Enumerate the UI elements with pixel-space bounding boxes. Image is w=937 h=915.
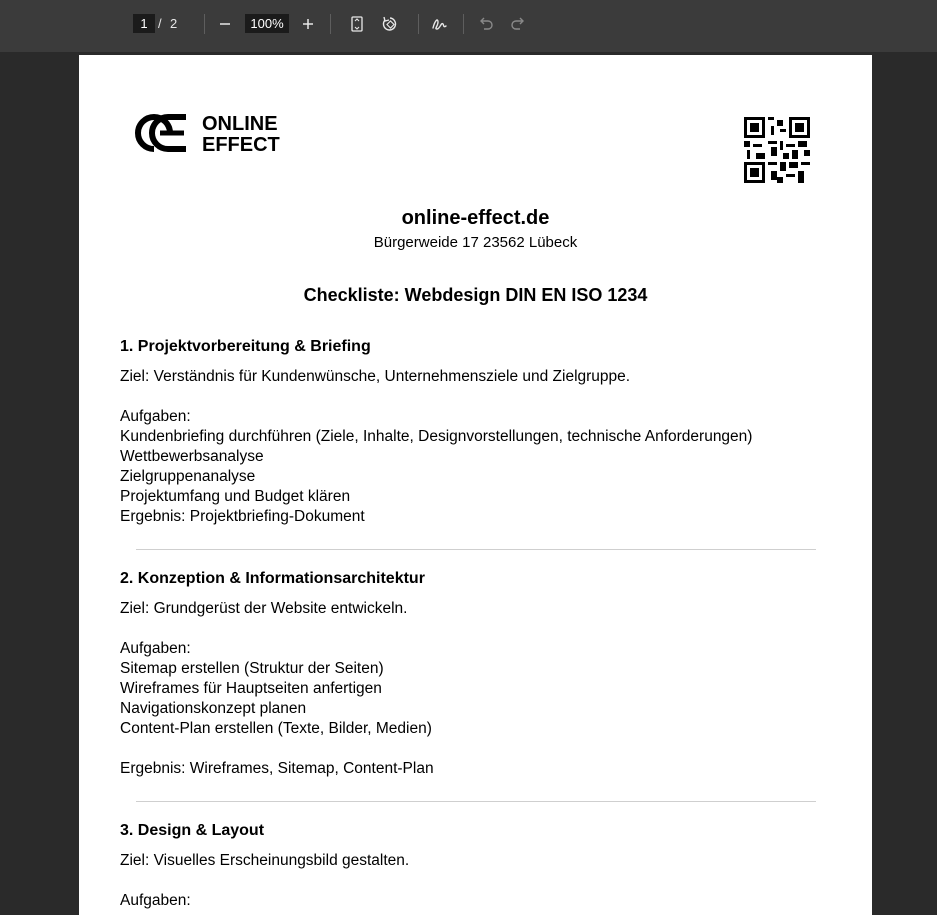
- redo-icon: [510, 17, 526, 31]
- task-item: Projektumfang und Budget klären: [120, 488, 351, 505]
- rotate-icon: [381, 15, 399, 33]
- task-item: Sitemap erstellen (Struktur der Seiten): [120, 660, 384, 677]
- minus-icon: [218, 17, 232, 31]
- pen-draw-icon: [431, 16, 449, 32]
- draw-button[interactable]: [429, 13, 451, 35]
- pdf-toolbar: [0, 0, 937, 52]
- section-goal: Ziel: Grundgerüst der Website entwickeln.: [120, 600, 408, 617]
- section-heading: 1. Projektvorbereitung & Briefing: [120, 338, 371, 355]
- toolbar-divider: [204, 14, 205, 34]
- page-number-input[interactable]: 1: [133, 14, 155, 33]
- fit-page-button[interactable]: [346, 13, 368, 35]
- document-body: [120, 55, 820, 915]
- task-item: Navigationskonzept planen: [120, 700, 307, 717]
- tasks-label: Aufgaben:: [120, 892, 191, 909]
- undo-icon: [478, 17, 494, 31]
- document-title: Checkliste: Webdesign DIN EN ISO 1234: [303, 285, 648, 305]
- site-name: online-effect.de: [401, 207, 550, 229]
- page-separator: /: [158, 16, 162, 31]
- tasks-label: Aufgaben:: [120, 640, 191, 657]
- plus-icon: [301, 17, 315, 31]
- toolbar-divider: [463, 14, 464, 34]
- task-item: Wettbewerbsanalyse: [120, 448, 264, 465]
- section-goal: Ziel: Visuelles Erscheinungsbild gestalten.: [120, 852, 410, 869]
- section-heading: 2. Konzeption & Informationsarchitektur: [120, 570, 425, 587]
- rotate-button[interactable]: [379, 13, 401, 35]
- redo-button[interactable]: [507, 13, 529, 35]
- zoom-in-button[interactable]: [297, 13, 319, 35]
- section-divider: [136, 801, 816, 802]
- zoom-out-button[interactable]: [214, 13, 236, 35]
- zoom-level-input[interactable]: 100%: [245, 14, 289, 33]
- pdf-page: [79, 55, 872, 915]
- section-result: Ergebnis: Wireframes, Sitemap, Content-Plan: [120, 760, 434, 777]
- task-item: Content-Plan erstellen (Texte, Bilder, Medien): [120, 720, 432, 737]
- section-goal: Ziel: Verständnis für Kundenwünsche, Unternehmensziele und Zielgruppe.: [120, 368, 631, 385]
- company-address: Bürgerweide 17 23562 Lübeck: [373, 234, 578, 251]
- svg-text:ONLINE: ONLINE: [202, 113, 278, 135]
- section-divider: [136, 549, 816, 550]
- task-item: Wireframes für Hauptseiten anfertigen: [120, 680, 382, 697]
- toolbar-divider: [418, 14, 419, 34]
- undo-button[interactable]: [475, 13, 497, 35]
- task-item: Kundenbriefing durchführen (Ziele, Inhalte, Designvorstellungen, technische Anforderungen): [120, 428, 753, 445]
- section-result: Ergebnis: Projektbriefing-Dokument: [120, 508, 365, 525]
- fit-page-icon: [350, 16, 364, 32]
- task-item: Zielgruppenanalyse: [120, 468, 256, 485]
- section-heading: 3. Design & Layout: [120, 822, 265, 839]
- svg-text:EFFECT: EFFECT: [202, 134, 280, 156]
- page-total: 2: [170, 16, 178, 31]
- toolbar-divider: [330, 14, 331, 34]
- tasks-label: Aufgaben:: [120, 408, 191, 425]
